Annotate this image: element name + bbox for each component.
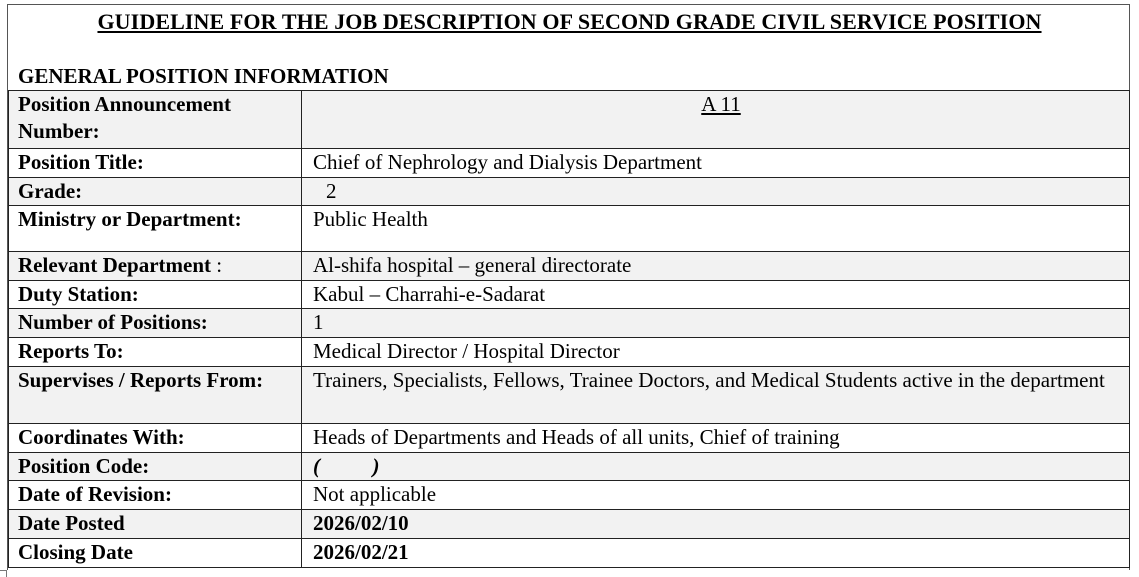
row-label xyxy=(9,252,302,281)
table-row xyxy=(9,510,1130,539)
row-label: Coordinates With: xyxy=(9,424,302,453)
table-row xyxy=(9,281,1130,309)
table-row xyxy=(9,481,1130,510)
table-row xyxy=(9,149,1130,178)
row-label: Supervises / Reports From: xyxy=(9,367,302,424)
section-heading: GENERAL POSITION INFORMATION xyxy=(18,64,389,88)
table-row xyxy=(9,367,1130,424)
position-info-table xyxy=(8,90,1130,568)
row-label: Reports To: xyxy=(9,338,302,367)
table-row xyxy=(9,178,1130,206)
number-of-positions-value: 1 xyxy=(302,309,1130,338)
table-row xyxy=(9,309,1130,338)
row-label: Position Title: xyxy=(9,149,302,178)
table-row xyxy=(9,338,1130,367)
duty-station-value: Kabul – Charrahi-e-Sadarat xyxy=(302,281,1130,309)
row-label: Number of Positions: xyxy=(9,309,302,338)
row-label: Duty Station: xyxy=(9,281,302,309)
relevant-department-value: Al-shifa hospital – general directorate xyxy=(302,252,1130,281)
row-label: Ministry or Department: xyxy=(9,206,302,252)
row-label: Position Announcement Number: xyxy=(9,91,302,149)
position-title: Chief of Nephrology and Dialysis Department xyxy=(302,149,1130,178)
row-label: Date Posted xyxy=(9,510,302,539)
date-posted-value: 2026/02/10 xyxy=(302,510,1130,539)
document-title: GUIDELINE FOR THE JOB DESCRIPTION OF SECOND GRADE CIVIL SERVICE POSITION xyxy=(97,9,1042,34)
supervises-value: Trainers, Specialists, Fellows, Trainee Doctors, and Medical Students active in the department xyxy=(302,367,1130,424)
table-row xyxy=(9,252,1130,281)
ministry-value: Public Health xyxy=(302,206,1130,252)
row-label: Closing Date xyxy=(9,539,302,568)
row-label-text: Relevant Department xyxy=(18,253,212,277)
date-of-revision-value: Not applicable xyxy=(302,481,1130,510)
coordinates-with-value: Heads of Departments and Heads of all units, Chief of training xyxy=(302,424,1130,453)
row-label-suffix: : xyxy=(211,253,223,277)
reports-to-value: Medical Director / Hospital Director xyxy=(302,338,1130,367)
row-label: Position Code: xyxy=(9,453,302,481)
table-row xyxy=(9,424,1130,453)
table-row xyxy=(9,91,1130,149)
grade-value: 2 xyxy=(302,178,1130,206)
closing-date-value: 2026/02/21 xyxy=(302,539,1130,568)
row-label: Date of Revision: xyxy=(9,481,302,510)
row-label: Grade: xyxy=(9,178,302,206)
position-code-value: ( ) xyxy=(302,453,1130,481)
announcement-number: A 11 xyxy=(302,91,1130,149)
page-corner-mark xyxy=(0,570,7,577)
table-row xyxy=(9,539,1130,568)
table-row xyxy=(9,453,1130,481)
table-row xyxy=(9,206,1130,252)
